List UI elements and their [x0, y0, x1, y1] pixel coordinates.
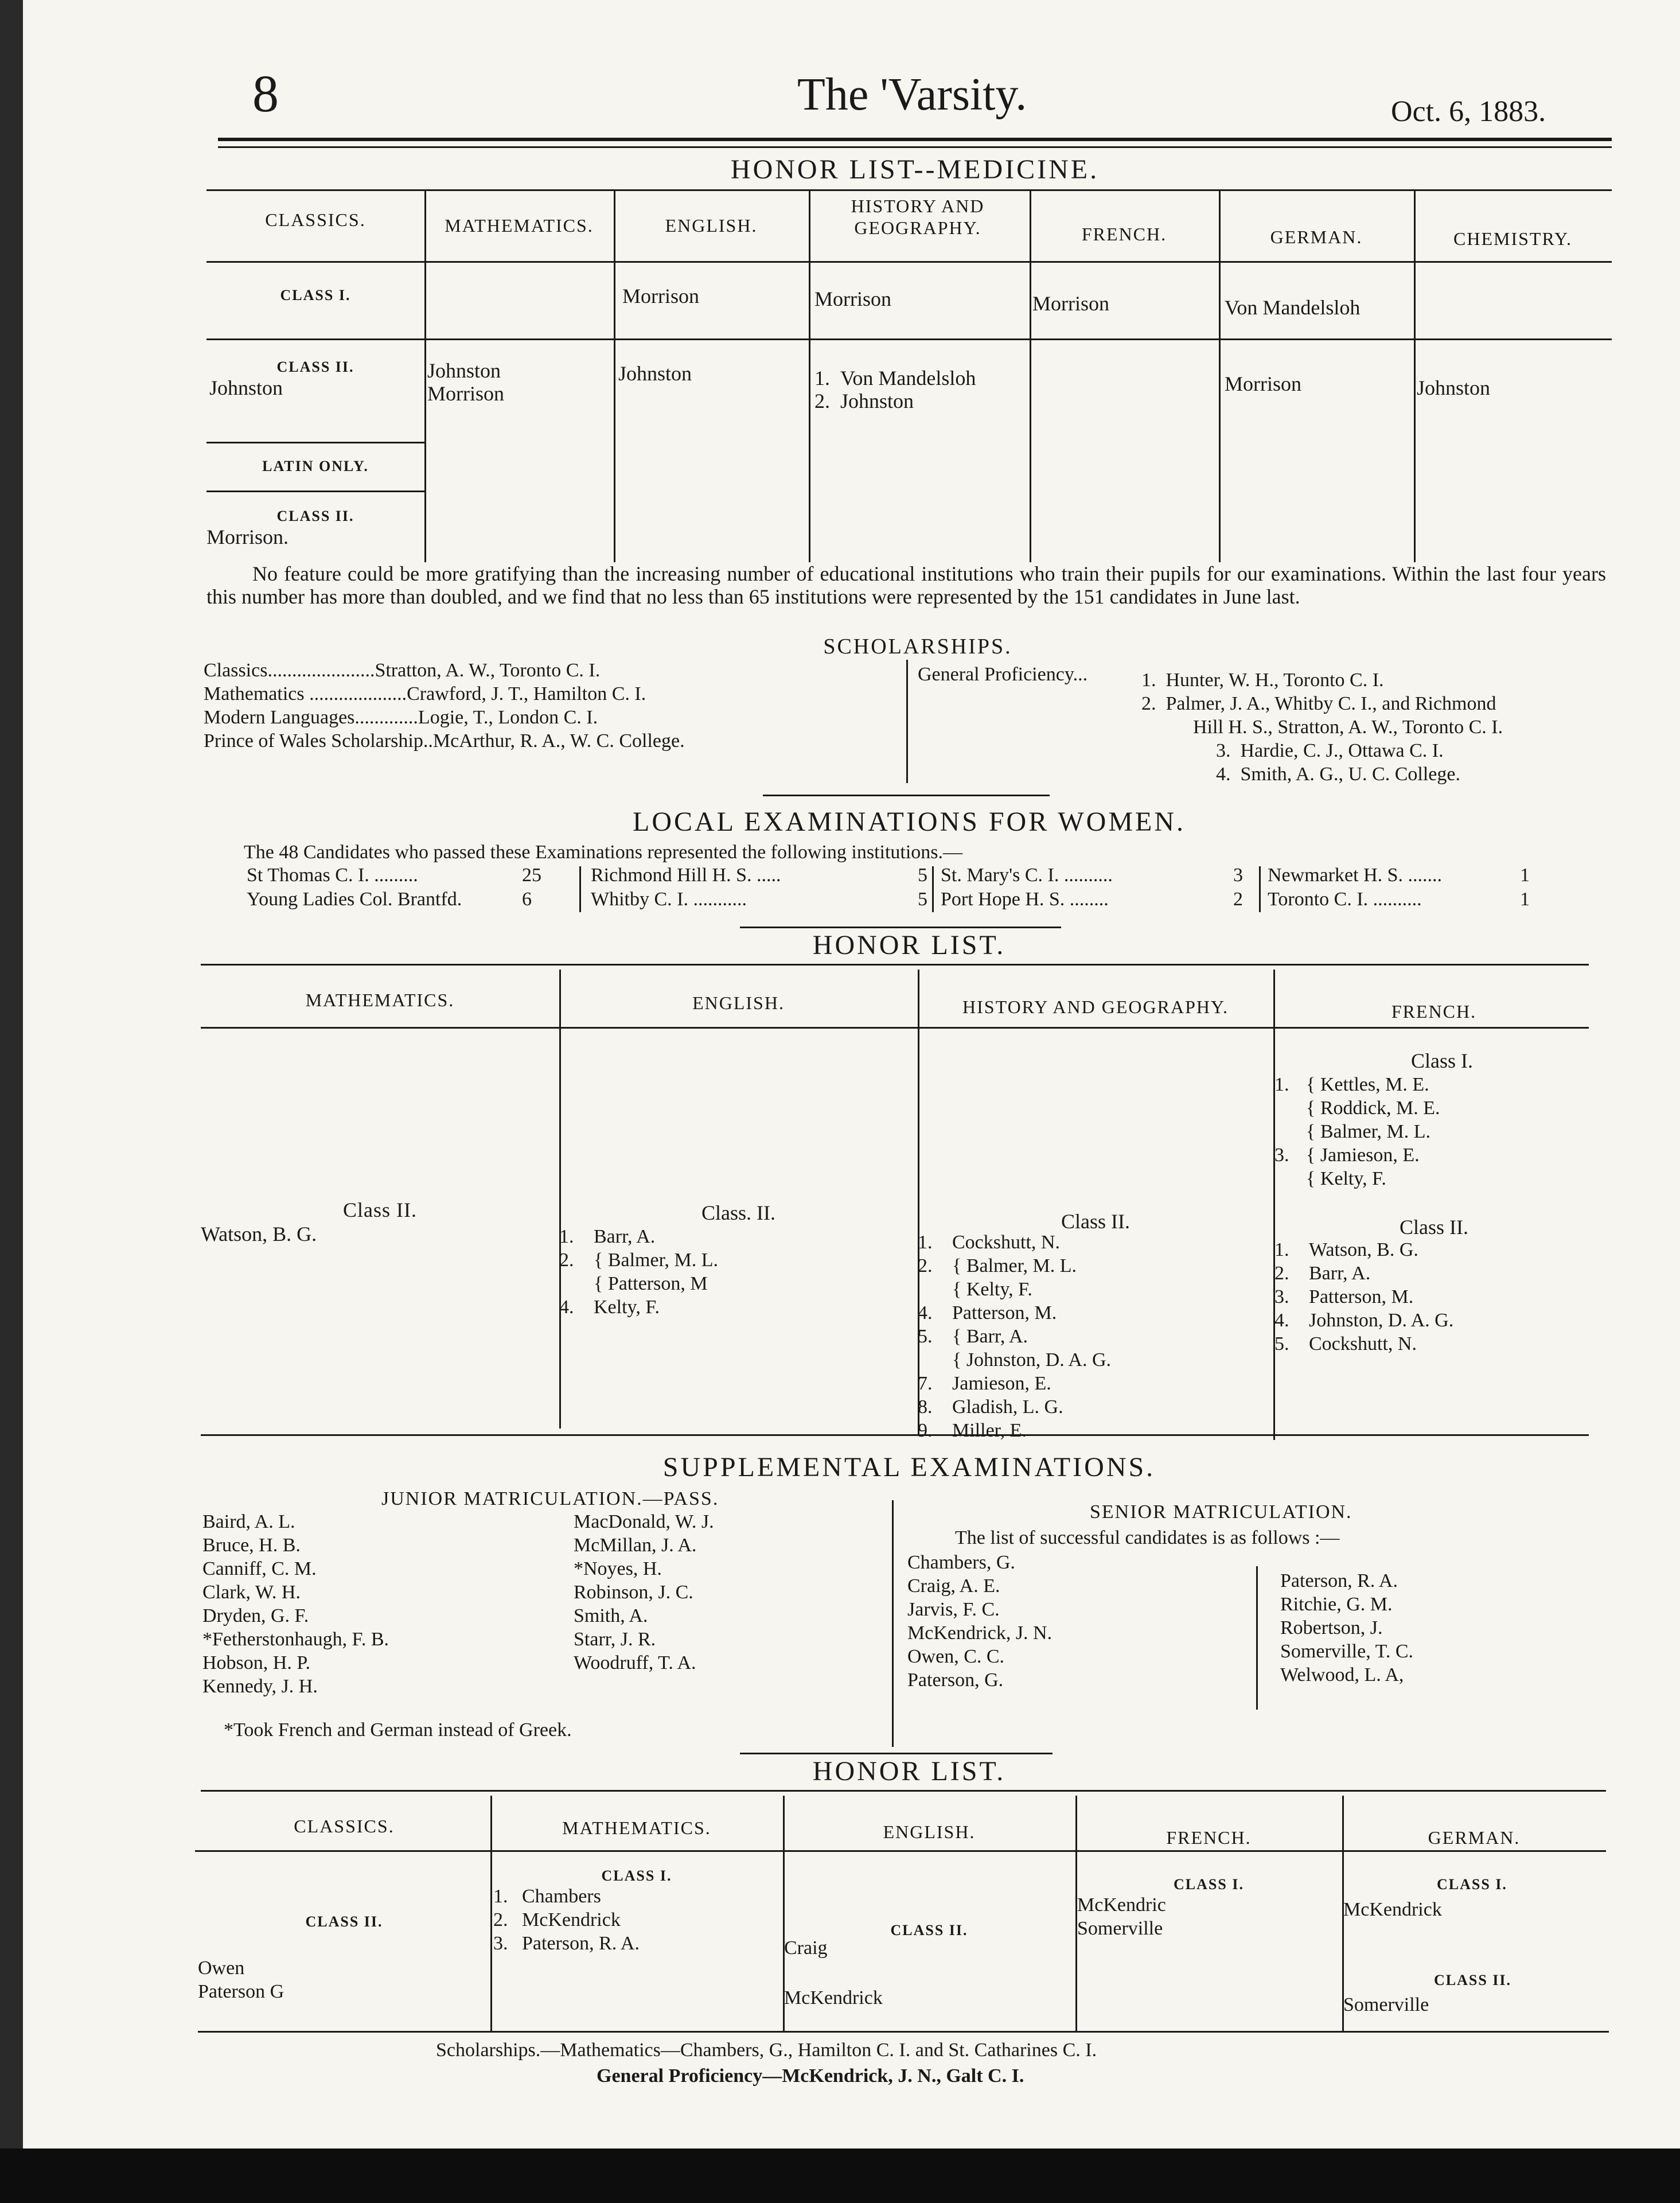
med-col-chemistry: CHEMISTRY.: [1453, 228, 1572, 249]
rule: [206, 189, 1612, 191]
med-math-class2-1: Johnston: [427, 359, 501, 382]
list-item: 5. { Barr, A.: [918, 1326, 1028, 1347]
page-number: 8: [252, 64, 279, 123]
h3-german-class1-label: CLASS I.: [1437, 1876, 1507, 1893]
h3-german-class1: McKendrick: [1343, 1899, 1442, 1920]
women-institutions: [247, 863, 1537, 915]
list-item: Jarvis, F. C.: [907, 1599, 1000, 1620]
scholarships-title: SCHOLARSHIPS.: [823, 635, 1012, 659]
h2-math-name: Watson, B. G.: [201, 1223, 317, 1245]
scholarships-right: [1141, 668, 1612, 786]
scan-bottom-edge: [0, 2148, 1680, 2203]
h3-col-classics: CLASSICS.: [294, 1816, 395, 1836]
list-item: McMillan, J. A.: [574, 1535, 697, 1556]
col-divider: [559, 970, 561, 1429]
med-english-class1: Morrison: [622, 285, 699, 308]
short-rule: [740, 1753, 1053, 1754]
list-item: Robinson, J. C.: [574, 1582, 693, 1603]
senior-title: SENIOR MATRICULATION.: [1090, 1501, 1352, 1523]
junior-title: JUNIOR MATRICULATION.—PASS.: [381, 1488, 719, 1509]
junior-footnote: *Took French and German instead of Greek.: [224, 1719, 572, 1741]
h2-english-list: [559, 1225, 718, 1319]
med-col-french: FRENCH.: [1081, 224, 1167, 244]
rule: [201, 964, 1589, 966]
h3-col-french: FRENCH.: [1166, 1827, 1252, 1848]
institution: Whitby C. I. ........... 5: [591, 889, 927, 910]
footer-general-proficiency: General Proficiency—McKendrick, J. N., Galt C. I.: [597, 2065, 1024, 2087]
med-classics-class2: Johnston: [209, 376, 283, 399]
scholarship-row: 2. Palmer, J. A., Whitby C. I., and Richmond: [1141, 693, 1496, 714]
institution: Toronto C. I. .......... 1: [1268, 889, 1530, 910]
h3-english-craig: Craig: [784, 1937, 828, 1959]
col-divider: [424, 189, 426, 562]
list-item: Craig, A. E.: [907, 1575, 1000, 1597]
institution: St Thomas C. I. ......... 25: [247, 865, 541, 886]
med-history-class1: Morrison: [814, 287, 891, 310]
med-history-class2-1: 1. Von Mandelsloh: [814, 367, 976, 390]
h3-classics-list: [198, 1956, 284, 2003]
list-item: Somerville, T. C.: [1280, 1641, 1414, 1662]
med-chemistry-class2: Johnston: [1417, 376, 1491, 399]
page-title: The 'Varsity.: [797, 69, 1027, 120]
list-item: McKendrick, J. N.: [907, 1622, 1053, 1644]
scholarships-divider: [906, 660, 908, 783]
list-item: Hobson, H. P.: [202, 1652, 310, 1673]
med-english-class2: Johnston: [618, 362, 692, 385]
rule: [740, 927, 1061, 928]
list-item: 4. Kelty, F.: [559, 1297, 660, 1318]
med-col-history: HISTORY AND GEOGRAPHY.: [851, 196, 985, 238]
col-divider: [1259, 866, 1261, 912]
h3-col-mathematics: MATHEMATICS.: [562, 1817, 711, 1838]
h2-history-class2-label: Class II.: [1061, 1210, 1130, 1233]
h2-col-mathematics: MATHEMATICS.: [305, 990, 455, 1010]
h3-col-english: ENGLISH.: [883, 1821, 976, 1842]
list-item: Dryden, G. F.: [202, 1605, 309, 1626]
header-rule-thin: [218, 146, 1612, 148]
h2-history-list: [918, 1231, 1111, 1442]
row-divider: [206, 338, 1612, 340]
list-item: Paterson, G.: [907, 1669, 1004, 1691]
scholarship-row: Modern Languages.............Logie, T., London C. I.: [204, 707, 598, 728]
list-item: Canniff, C. M.: [202, 1558, 317, 1579]
h3-col-german: GERMAN.: [1428, 1827, 1521, 1848]
h2-col-french: FRENCH.: [1391, 1001, 1477, 1022]
list-item: 1. Chambers: [493, 1886, 601, 1907]
list-item: Somerville: [1077, 1918, 1163, 1939]
col-divider: [1273, 970, 1275, 1440]
intro-paragraph: No feature could be more gratifying than the increasing number of educational institutions who train their pupils for our examinations. Within the last four years this number has more than doubled, and we find that no less than 65 institutions were represented by the 151 candidates in June last.: [206, 562, 1606, 608]
list-item: MacDonald, W. J.: [574, 1511, 714, 1532]
scholarship-row: 3. Hardie, C. J., Ottawa C. I.: [1216, 740, 1444, 761]
med-col-german: GERMAN.: [1270, 227, 1363, 247]
col-divider: [1256, 1566, 1258, 1710]
header-rule: [218, 138, 1612, 141]
h3-german-class2: Somerville: [1343, 1994, 1429, 2015]
med-french-class1: Morrison: [1032, 292, 1109, 315]
list-item: 3. Paterson, R. A.: [493, 1933, 640, 1954]
h2-col-history: HISTORY AND GEOGRAPHY.: [962, 997, 1229, 1017]
institution: Richmond Hill H. S. ..... 5: [591, 865, 927, 886]
col-divider: [579, 866, 581, 912]
list-item: Bruce, H. B.: [202, 1535, 301, 1556]
medicine-title: HONOR LIST--MEDICINE.: [730, 154, 1100, 185]
h2-french-class2-label: Class II.: [1400, 1216, 1468, 1239]
senior-col2: [1280, 1569, 1413, 1687]
h3-classics-class2-label: CLASS II.: [305, 1913, 383, 1930]
med-col-english: ENGLISH.: [665, 215, 758, 236]
list-item: 8. Gladish, L. G.: [918, 1396, 1063, 1418]
list-item: 2. Barr, A.: [1274, 1263, 1371, 1284]
list-item: 3. Patterson, M.: [1274, 1286, 1414, 1307]
honor3-title: HONOR LIST.: [812, 1756, 1006, 1786]
med-col-mathematics: MATHEMATICS.: [445, 215, 594, 236]
senior-intro: The list of successful candidates is as follows :—: [955, 1527, 1340, 1548]
scholarship-row: Hill H. S., Stratton, A. W., Toronto C. I.: [1193, 717, 1503, 738]
list-item: Chambers, G.: [907, 1552, 1015, 1573]
list-item: 1. Watson, B. G.: [1274, 1239, 1418, 1260]
list-item: 5. Cockshutt, N.: [1274, 1333, 1417, 1355]
list-item: Welwood, L. A,: [1280, 1664, 1404, 1686]
rule: [201, 1434, 1589, 1436]
list-item: 2. { Balmer, M. L.: [559, 1250, 719, 1271]
scholarships-left: [204, 659, 892, 753]
list-item: { Balmer, M. L.: [1306, 1121, 1431, 1142]
list-item: { Roddick, M. E.: [1306, 1097, 1440, 1119]
scholarship-row: 4. Smith, A. G., U. C. College.: [1216, 764, 1460, 785]
med-german-class1: Von Mandelsloh: [1225, 296, 1361, 319]
supplemental-title: SUPPLEMENTAL EXAMINATIONS.: [662, 1452, 1156, 1482]
junior-col1: [202, 1510, 389, 1698]
junior-col2: [574, 1510, 714, 1675]
list-item: 1. Barr, A.: [559, 1226, 656, 1247]
list-item: *Noyes, H.: [574, 1558, 662, 1579]
list-item: Smith, A.: [574, 1605, 648, 1626]
h3-math-class1-label: CLASS I.: [601, 1867, 672, 1884]
h3-german-class2-label: CLASS II.: [1434, 1972, 1512, 1988]
institution: St. Mary's C. I. .......... 3: [941, 865, 1243, 886]
med-class2-label: CLASS II.: [276, 359, 354, 375]
row-divider: [206, 261, 1612, 263]
short-rule: [763, 795, 1050, 796]
med-math-class2-2: Morrison: [427, 382, 504, 405]
institution: Newmarket H. S. ....... 1: [1268, 865, 1530, 886]
institution: Port Hope H. S. ........ 2: [941, 889, 1243, 910]
h2-english-class2-label: Class. II.: [701, 1201, 775, 1224]
list-item: Starr, J. R.: [574, 1629, 656, 1650]
col-divider: [1030, 189, 1031, 562]
list-item: 4. Patterson, M.: [918, 1302, 1057, 1324]
list-item: Ritchie, G. M.: [1280, 1594, 1393, 1615]
med-class1-label: CLASS I.: [280, 287, 351, 303]
col-divider: [932, 866, 934, 912]
med-latin-class2-label: CLASS II.: [276, 508, 354, 524]
h3-math-list: [493, 1885, 640, 1955]
h2-french-class2-list: [1274, 1238, 1453, 1356]
list-item: Owen: [198, 1957, 245, 1979]
list-item: 3. { Jamieson, E.: [1274, 1145, 1420, 1166]
med-col-classics: CLASSICS.: [265, 209, 366, 230]
med-latin-class2: Morrison.: [206, 526, 289, 548]
h2-french-class1-label: Class I.: [1411, 1049, 1473, 1072]
h3-english-mckendrick: McKendrick: [784, 1987, 883, 2009]
h2-col-english: ENGLISH.: [692, 992, 785, 1013]
senior-col1: [907, 1551, 1052, 1692]
list-item: *Fetherstonhaugh, F. B.: [202, 1629, 389, 1650]
rule: [201, 1790, 1606, 1792]
page-date: Oct. 6, 1883.: [1391, 95, 1546, 128]
row-divider: [206, 442, 424, 443]
row-divider: [206, 491, 424, 492]
list-item: { Kelty, F.: [1306, 1168, 1386, 1189]
list-item: { Kelty, F.: [952, 1279, 1032, 1300]
med-latin-only-label: LATIN ONLY.: [262, 458, 369, 474]
list-item: { Johnston, D. A. G.: [952, 1349, 1112, 1371]
list-item: Clark, W. H.: [202, 1582, 301, 1603]
h2-french-class1-list: [1274, 1073, 1440, 1190]
list-item: Paterson G: [198, 1981, 284, 2002]
women-intro: The 48 Candidates who passed these Examinations represented the following institutions.—: [244, 842, 963, 863]
list-item: 7. Jamieson, E.: [918, 1373, 1051, 1394]
h3-english-class2-label: CLASS II.: [890, 1922, 968, 1939]
scholarship-row: 1. Hunter, W. H., Toronto C. I.: [1141, 670, 1384, 691]
list-item: 2. { Balmer, M. L.: [918, 1255, 1077, 1276]
institution: Young Ladies Col. Brantfd. 6: [247, 889, 532, 910]
h3-french-list: [1077, 1893, 1166, 1940]
list-item: 1. { Kettles, M. E.: [1274, 1074, 1429, 1095]
women-title: LOCAL EXAMINATIONS FOR WOMEN.: [633, 807, 1186, 837]
list-item: Woodruff, T. A.: [574, 1652, 696, 1673]
med-german-class2: Morrison: [1225, 372, 1301, 395]
scan-left-margin: [0, 0, 23, 2203]
col-divider: [892, 1500, 894, 1747]
honor2-title: HONOR LIST.: [812, 930, 1006, 960]
h3-french-class1-label: CLASS I.: [1174, 1876, 1244, 1893]
list-item: Baird, A. L.: [202, 1511, 295, 1532]
scholarship-row: Classics......................Stratton, A. W., Toronto C. I.: [204, 660, 601, 681]
scholarship-row: Mathematics ....................Crawford, J. T., Hamilton C. I.: [204, 683, 646, 705]
med-history-class2-2: 2. Johnston: [814, 390, 914, 412]
list-item: 4. Johnston, D. A. G.: [1274, 1310, 1454, 1331]
list-item: Kennedy, J. H.: [202, 1676, 318, 1697]
col-divider: [809, 189, 810, 562]
scholarship-row: Prince of Wales Scholarship..McArthur, R. A., W. C. College.: [204, 730, 685, 752]
rule: [198, 2031, 1609, 2033]
list-item: Robertson, J.: [1280, 1617, 1383, 1638]
col-divider: [614, 189, 615, 562]
footer-scholarships: Scholarships.—Mathematics—Chambers, G., Hamilton C. I. and St. Catharines C. I.: [436, 2039, 1097, 2061]
list-item: 1. Cockshutt, N.: [918, 1232, 1060, 1253]
list-item: Paterson, R. A.: [1280, 1570, 1398, 1591]
list-item: Owen, C. C.: [907, 1646, 1005, 1667]
rule: [201, 1027, 1589, 1029]
list-item: 2. McKendrick: [493, 1909, 621, 1930]
rule: [195, 1850, 1606, 1852]
h2-math-class2-label: Class II.: [343, 1198, 417, 1221]
scholarships-general-label: General Proficiency...: [918, 664, 1088, 685]
list-item: { Patterson, M: [594, 1273, 708, 1294]
list-item: McKendric: [1077, 1894, 1166, 1916]
list-item: 9. Miller, E.: [918, 1420, 1027, 1441]
